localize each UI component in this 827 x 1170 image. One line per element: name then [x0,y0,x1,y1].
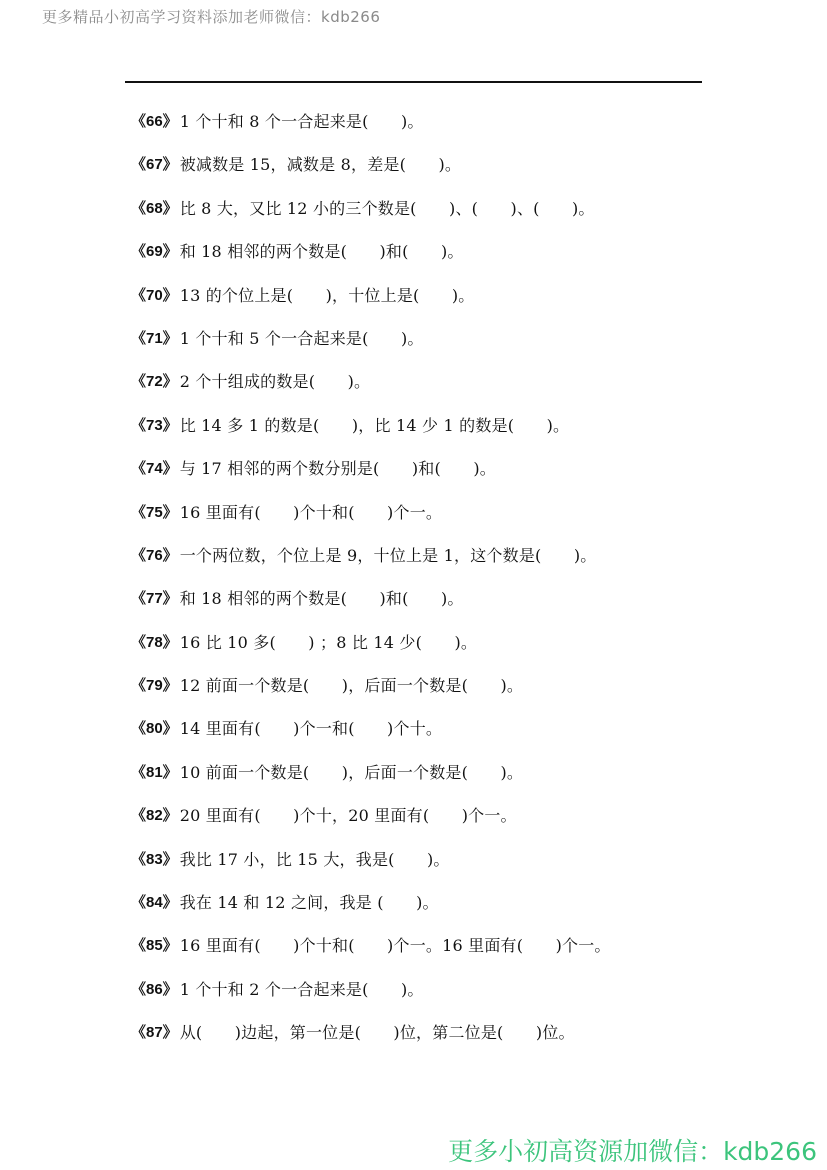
question-item [131,283,751,326]
question-item [131,673,751,716]
question-number: 《72》 [131,373,178,391]
question-item [131,326,751,369]
question-text: 比 14 多 1 的数是( )，比 14 少 1 的数是( )。 [179,415,570,435]
question-text: 2 个十组成的数是( )。 [179,372,371,392]
header-watermark: 更多精品小初高学习资料添加老师微信：kdb266 [42,8,381,26]
question-text: 16 里面有( )个十和( )个一。16 里面有( )个一。 [179,936,611,956]
question-text: 14 里面有( )个一和( )个十。 [179,719,443,739]
question-text: 20 里面有( )个十，20 里面有( )个一。 [179,806,517,826]
question-item [131,239,751,282]
question-item [131,716,751,759]
footer-watermark: 更多小初高资源加微信：kdb266 [448,1137,817,1166]
question-number: 《69》 [131,243,178,261]
question-text: 12 前面一个数是( )，后面一个数是( )。 [179,676,524,696]
question-number: 《76》 [131,546,178,564]
question-text: 16 里面有( )个十和( )个一。 [179,502,443,522]
question-item [131,1020,751,1063]
question-item [131,933,751,976]
question-number: 《70》 [131,286,178,304]
header-divider [125,81,702,83]
question-number: 《66》 [131,113,178,130]
question-text: 我比 17 小，比 15 大，我是( )。 [179,849,450,869]
question-number: 《80》 [131,720,178,738]
question-text: 被减数是 15，减数是 8，差是( )。 [179,155,462,175]
question-number: 《79》 [131,677,178,695]
question-item [131,369,751,412]
question-text: 从( )边起，第一位是( )位，第二位是( )位。 [179,1023,575,1043]
question-number: 《77》 [131,590,178,608]
question-number: 《84》 [131,894,178,912]
question-text: 比 8 大，又比 12 小的三个数是( )、( )、( )。 [179,198,595,218]
question-item [131,586,751,629]
question-text: 一个两位数，个位上是 9，十位上是 1，这个数是( )。 [179,545,597,565]
question-item [131,890,751,933]
question-text: 与 17 相邻的两个数分别是( )和( )。 [179,459,496,479]
question-number: 《85》 [131,937,178,955]
question-number: 《74》 [131,460,178,478]
question-item [131,196,751,239]
question-text: 我在 14 和 12 之间，我是 ( )。 [179,893,439,913]
question-text: 1 个十和 2 个一合起来是( )。 [179,979,424,999]
question-item [131,413,751,456]
question-item [131,847,751,890]
question-item [131,803,751,846]
question-number: 《82》 [131,807,178,825]
question-item [131,500,751,543]
question-text: 13 的个位上是( )，十位上是( )。 [179,285,475,305]
question-item [131,543,751,586]
question-list [131,109,751,1064]
question-number: 《83》 [131,850,178,868]
question-item [131,760,751,803]
question-item [131,152,751,195]
question-item [131,456,751,499]
question-number: 《75》 [131,503,178,521]
question-text: 和 18 相邻的两个数是( )和( )。 [179,242,464,262]
question-item [131,977,751,1020]
question-text: 16 比 10 多( ) ；8 比 14 少( )。 [179,632,478,652]
question-number: 《86》 [131,980,178,998]
question-item [131,109,751,152]
question-number: 《71》 [131,329,178,347]
question-text: 1 个十和 8 个一合起来是( )。 [179,112,424,131]
question-number: 《81》 [131,763,178,781]
question-number: 《87》 [131,1024,178,1042]
question-number: 《67》 [131,156,178,174]
question-number: 《68》 [131,199,178,217]
question-text: 10 前面一个数是( )，后面一个数是( )。 [179,762,524,782]
question-text: 和 18 相邻的两个数是( )和( )。 [179,589,464,609]
question-number: 《73》 [131,416,178,434]
question-number: 《78》 [131,633,178,651]
question-text: 1 个十和 5 个一合起来是( )。 [179,328,424,348]
question-item [131,630,751,673]
